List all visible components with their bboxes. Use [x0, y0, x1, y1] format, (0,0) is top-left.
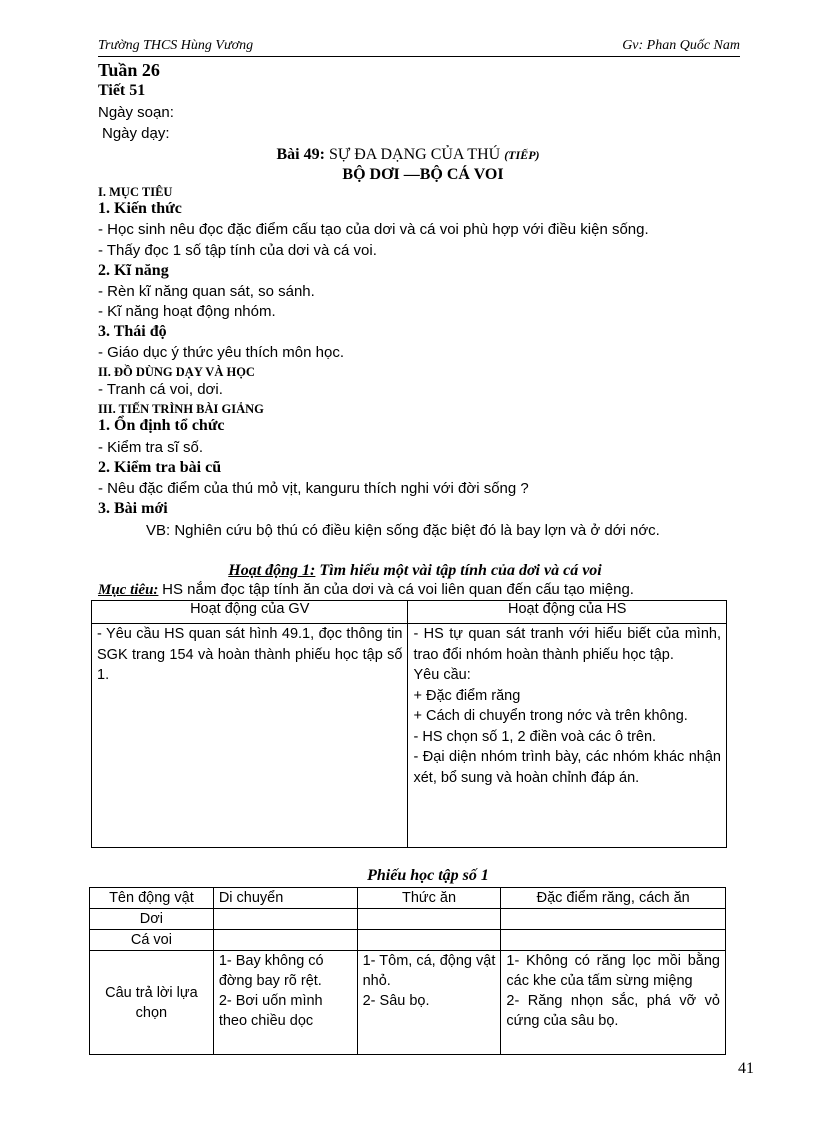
worksheet-table	[89, 887, 726, 1055]
ws-header-animal: Tên động vật	[90, 888, 214, 909]
section-new-lesson: 3. Bài mới	[98, 500, 168, 517]
review-item-1: - Nêu đặc điểm của thú mỏ vịt, kanguru thích nghi với đời sống ?	[98, 480, 529, 497]
hs-line: Yêu cầu:	[413, 667, 471, 683]
col-hs-header: Hoạt động của HS	[408, 601, 727, 624]
ws-answer-food: 1- Tôm, cá, động vật nhỏ. 2- Sâu bọ.	[357, 951, 501, 1055]
section-stabilize: 1. Ổn định tổ chức	[98, 417, 225, 434]
week-label: Tuần 26	[98, 60, 160, 80]
activity-label: Hoạt động 1:	[228, 562, 316, 579]
hs-line: - HS chọn số 1, 2 điền voà các ô trên.	[413, 728, 657, 745]
ws-row-name: Dơi	[90, 909, 214, 930]
activity-table	[91, 600, 727, 848]
lesson-subtitle: BỘ DƠI —BỘ CÁ VOI	[342, 166, 504, 183]
ws-cell-empty	[213, 909, 357, 930]
prep-date: Ngày soạn:	[98, 104, 174, 121]
section-knowledge: 1. Kiến thức	[98, 200, 182, 217]
ws-header-move: Di chuyển	[213, 888, 357, 909]
knowledge-item-2: - Thấy đọc 1 số tập tính của dơi và cá voi.	[98, 242, 377, 259]
section-objectives: I. MỤC TIÊU	[98, 185, 173, 199]
title-main: SỰ ĐA DẠNG CỦA THÚ	[328, 146, 501, 163]
header-school: Trường THCS Hùng Vương	[98, 38, 254, 53]
ws-header-teeth: Đặc điểm răng, cách ăn	[501, 888, 726, 909]
goal-text: HS nắm đọc tập tính ăn của dơi và cá voi liên quan đến cấu tạo miệng.	[162, 581, 634, 598]
ws-cell-empty	[357, 930, 501, 951]
materials-item-1: - Tranh cá voi, dơi.	[98, 381, 223, 398]
page-header	[98, 38, 740, 57]
page-number: 41	[738, 1060, 754, 1077]
worksheet-title: Phiếu học tập số 1	[367, 867, 489, 884]
ws-row-name: Cá voi	[90, 930, 214, 951]
ws-answer-move: 1- Bay không có đờng bay rõ rệt. 2- Bơi uốn mình theo chiều dọc	[213, 951, 357, 1055]
teach-date: Ngày dạy:	[102, 125, 170, 142]
ws-answer-label: Câu trả lời lựa chọn	[90, 951, 214, 1055]
hs-cell	[408, 624, 727, 848]
ws-cell-empty	[501, 909, 726, 930]
skills-item-2: - Kĩ năng hoạt động nhóm.	[98, 303, 276, 320]
attitude-item-1: - Giáo dục ý thức yêu thích môn học.	[98, 344, 344, 361]
section-materials: II. ĐỒ DÙNG DẠY VÀ HỌC	[98, 365, 255, 379]
activity-heading	[0, 562, 816, 580]
skills-item-1: - Rèn kĩ năng quan sát, so sánh.	[98, 283, 315, 300]
col-gv-header: Hoạt động của GV	[92, 601, 408, 624]
ws-cell-empty	[501, 930, 726, 951]
knowledge-item-1: - Học sinh nêu đọc đặc điểm cấu tạo của dơi và cá voi phù hợp với điều kiện sống.	[98, 221, 649, 238]
hs-line: + Đặc điểm răng	[413, 687, 521, 704]
section-review: 2. Kiểm tra bài cũ	[98, 459, 222, 476]
title-suffix: (TIẾP)	[504, 148, 540, 162]
hs-line: - HS tự quan sát tranh với hiểu biết của mình, trao đổi nhóm hoàn thành phiếu học tập.	[413, 626, 721, 663]
lesson-title	[0, 146, 816, 164]
section-skills: 2. Kĩ năng	[98, 262, 169, 279]
header-teacher: Gv: Phan Quốc Nam	[622, 38, 740, 53]
goal-label: Mục tiêu:	[98, 582, 159, 598]
section-process: III. TIẾN TRÌNH BÀI GIẢNG	[98, 402, 264, 416]
stabilize-item-1: - Kiểm tra sĩ số.	[98, 439, 204, 456]
intro-paragraph: VB: Nghiên cứu bộ thú có điều kiện sống đặc biệt đó là bay lợn và ở dới nớc.	[146, 522, 660, 539]
section-attitude: 3. Thái độ	[98, 323, 167, 340]
ws-answer-teeth: 1- Không có răng lọc mồi bằng các khe của tấm sừng miệng 2- Răng nhọn sắc, phá vỡ vỏ cứng của sâu bọ.	[501, 951, 726, 1055]
activity-title: Tìm hiểu một vài tập tính của dơi và cá voi	[319, 562, 602, 579]
ws-cell-empty	[213, 930, 357, 951]
ws-cell-empty	[357, 909, 501, 930]
lesson-label: Tiết 51	[98, 82, 146, 99]
hs-line: - Đại diện nhóm trình bày, các nhóm khác nhận xét, bổ sung và hoàn chỉnh đáp án.	[413, 749, 721, 786]
hs-line: + Cách di chuyển trong nớc và trên không.	[413, 708, 688, 724]
title-prefix: Bài 49:	[276, 146, 325, 163]
activity-goal	[98, 581, 634, 599]
gv-cell: - Yêu cầu HS quan sát hình 49.1, đọc thông tin SGK trang 154 và hoàn thành phiếu học tập số 1.	[92, 624, 408, 848]
ws-header-food: Thức ăn	[357, 888, 501, 909]
